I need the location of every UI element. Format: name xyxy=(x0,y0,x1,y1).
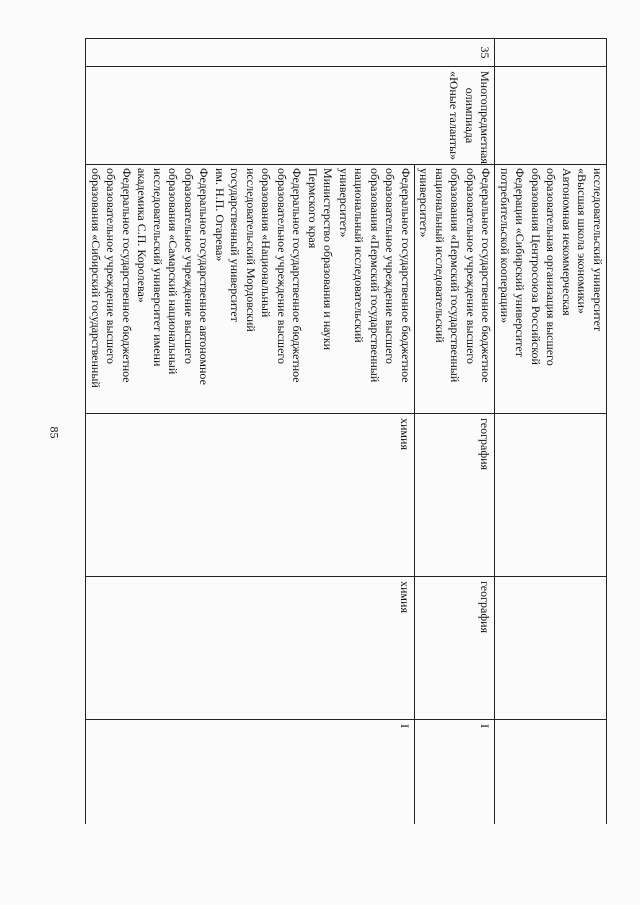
org-line: образования Центросоюза Российской xyxy=(529,168,543,365)
org-line: Пермского края xyxy=(306,168,320,249)
org-line: университет» xyxy=(417,168,432,238)
org-line: образовательное учреждение высшего xyxy=(383,168,398,365)
org-line: исследовательский Мордовский xyxy=(244,168,258,332)
org-line: «Высшая школа экономики» xyxy=(575,168,590,314)
cell-organizations-geography xyxy=(415,165,496,414)
org-line: образования «Пермский государственный xyxy=(368,168,382,383)
olympiad-name: Многопредметная олимпиада «Юные таланты» xyxy=(86,67,495,165)
org-line: образования «Пермский государственный xyxy=(448,168,463,383)
org-line: образовательная организация высшего xyxy=(544,168,559,366)
org-line: образования «Сибирский государственный xyxy=(89,168,103,388)
page-number: 85 xyxy=(47,426,62,439)
org-line: Министерство образования и науки xyxy=(321,168,336,351)
org-line: исследовательский университет xyxy=(591,168,605,332)
org-line: университет» xyxy=(337,168,351,238)
org-line: Федеральное государственное бюджетное xyxy=(479,168,494,383)
cell-subject-empty xyxy=(495,577,607,720)
cell-level: I xyxy=(415,720,496,825)
org-line: образовательное учреждение высшего xyxy=(464,168,478,365)
org-line: Федеральное государственное бюджетное xyxy=(399,168,413,383)
org-line: им. Н.П. Огарева» xyxy=(213,168,227,262)
cell-profile: география xyxy=(415,414,496,577)
cell-organizations-chemistry xyxy=(86,165,415,414)
org-line: национальный исследовательский xyxy=(433,168,447,343)
landscape-table-area xyxy=(75,38,607,824)
cell-level: I xyxy=(86,720,415,825)
cell-number-empty xyxy=(495,39,607,67)
org-line: образовательное учреждение высшего xyxy=(104,168,119,365)
cell-organizations-continuation xyxy=(495,165,607,414)
org-line: Федеральное государственное бюджетное xyxy=(290,168,305,383)
org-line: образовательное учреждение высшего xyxy=(182,168,196,365)
org-line: Федерации «Сибирский университет xyxy=(513,168,528,357)
table-rotation-wrapper xyxy=(75,38,607,824)
org-line: потребительской кооперации» xyxy=(498,168,512,324)
org-line: государственный университет xyxy=(228,168,243,322)
org-line: образовательное учреждение высшего xyxy=(275,168,289,365)
org-line: академика С.П. Королева» xyxy=(135,168,150,303)
org-line: Федеральное государственное бюджетное xyxy=(120,168,134,383)
org-line: образования «Национальный xyxy=(259,168,274,318)
org-line: Автономная некоммерческая xyxy=(560,168,574,316)
org-line: исследовательский университет имени xyxy=(151,168,165,367)
org-line: образования «Самарский национальный xyxy=(166,168,181,375)
cell-profile-empty xyxy=(495,414,607,577)
table-row-35-geography xyxy=(415,39,496,825)
org-line: национальный исследовательский xyxy=(352,168,367,343)
olympiad-table xyxy=(86,38,608,824)
row-number: 35 xyxy=(86,39,495,67)
cell-subject: химия xyxy=(86,577,415,720)
cell-profile: химия xyxy=(86,414,415,577)
cell-subject: география xyxy=(415,577,496,720)
cell-name-empty xyxy=(495,67,607,165)
table-row-continuation xyxy=(495,39,607,825)
cell-level-empty xyxy=(495,720,607,825)
org-line: Федеральное государственное автономное xyxy=(197,168,212,385)
